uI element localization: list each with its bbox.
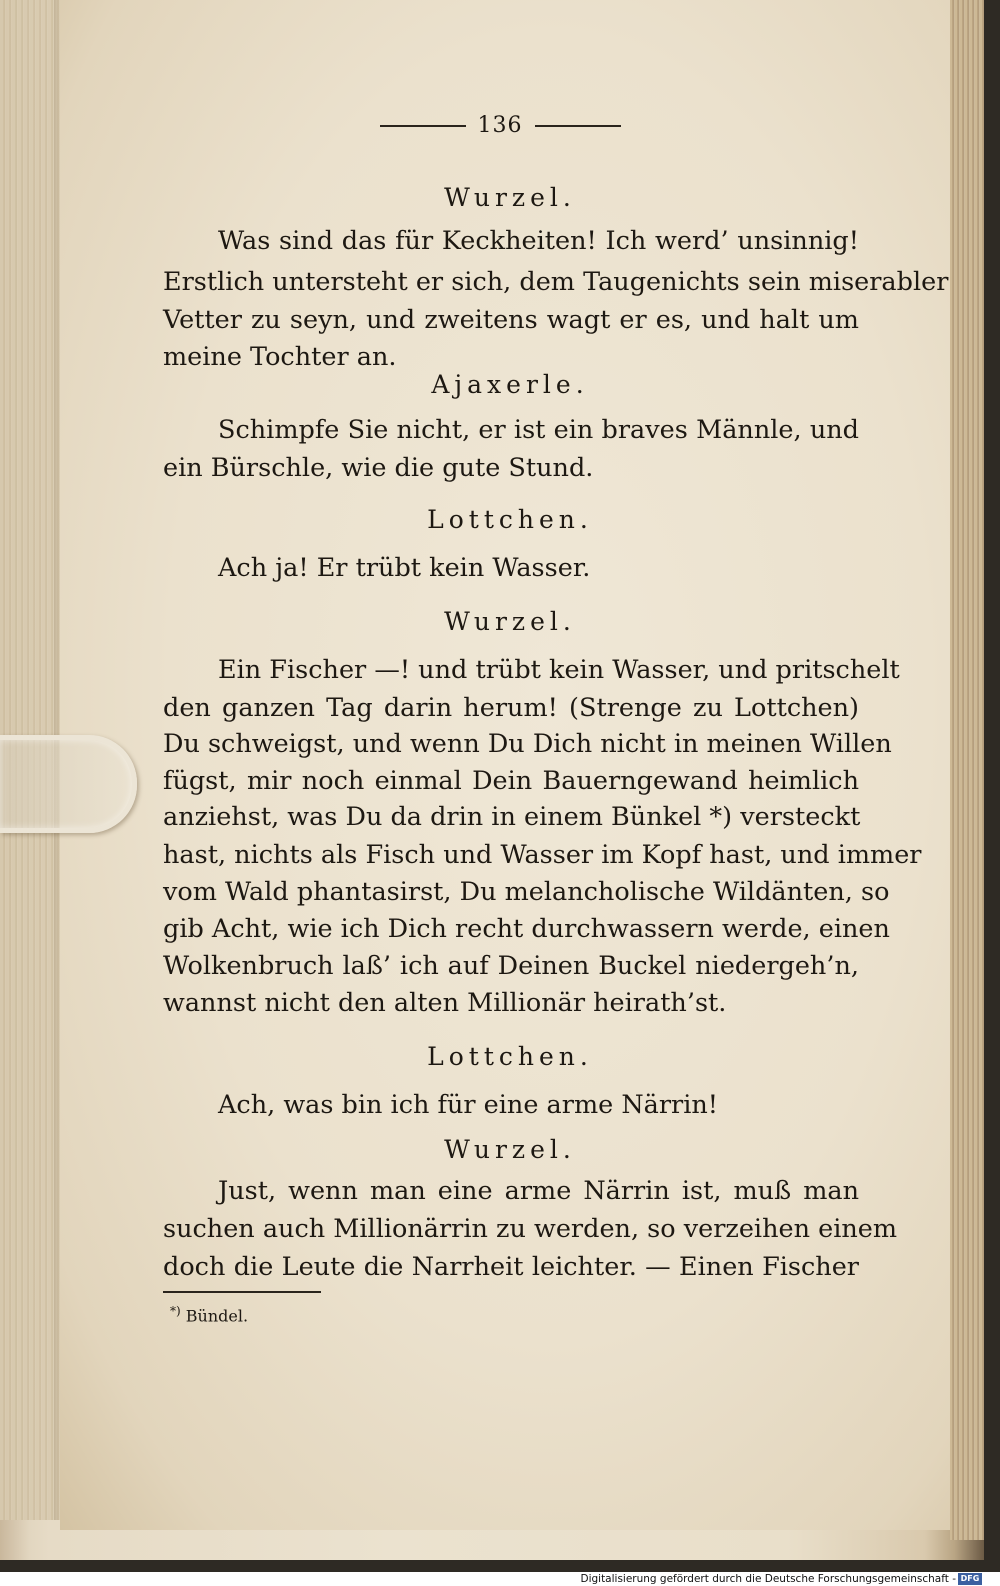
paper-clip (0, 735, 137, 833)
page-number-text: 136 (477, 113, 523, 138)
page-number (0, 113, 1000, 138)
footnote (170, 1304, 248, 1325)
text-line: Ach, was bin ich für eine arme Närrin! (218, 1090, 719, 1120)
text-line: vom Wald phantasirst, Du melancholische Wildänten, so (163, 877, 890, 907)
text-line: Ein Fischer —! und trübt kein Wasser, und pritschelt (218, 655, 900, 685)
text-line: hast, nichts als Fisch und Wasser im Kopf hast, und immer (163, 840, 922, 870)
speaker-name: Wurzel. (444, 1135, 576, 1164)
speaker-name: Ajaxerle. (431, 370, 589, 399)
page-number-rule-left (380, 125, 466, 127)
text-line: gib Acht, wie ich Dich recht durchwassern werde, einen (163, 914, 890, 944)
text-line: Schimpfe Sie nicht, er ist ein braves Männle, und (218, 415, 859, 445)
text-line: den ganzen Tag darin herum! (Strenge zu Lottchen) (163, 693, 859, 723)
text-line: Was sind das für Keckheiten! Ich werd’ unsinnig! (218, 226, 859, 256)
text-line: fügst, mir noch einmal Dein Bauerngewand heimlich (163, 766, 859, 796)
text-line: anziehst, was Du da drin in einem Bünkel *) versteckt (163, 802, 861, 832)
speaker-name: Lottchen. (427, 1042, 593, 1071)
text-line: Ach ja! Er trübt kein Wasser. (218, 553, 591, 583)
page-edges-right (950, 0, 984, 1540)
text-line: Du schweigst, und wenn Du Dich nicht in meinen Willen (163, 729, 892, 759)
text-line: Vetter zu seyn, und zweitens wagt er es, und halt um (163, 305, 859, 335)
text-line: suchen auch Millionärrin zu werden, so verzeihen einem (163, 1214, 898, 1244)
text-line: meine Tochter an. (163, 342, 397, 372)
text-line: ein Bürschle, wie die gute Stund. (163, 453, 594, 483)
speaker-name: Wurzel. (444, 607, 576, 636)
text-line: Just, wenn man eine arme Närrin ist, muß man (218, 1176, 859, 1206)
text-line: wannst nicht den alten Millionär heirath’st. (163, 988, 727, 1018)
credit-text: Digitalisierung gefördert durch die Deutsche Forschungsgemeinschaft - (580, 1573, 956, 1585)
speaker-name: Wurzel. (444, 183, 576, 212)
speaker-name: Lottchen. (427, 505, 593, 534)
text-line: Erstlich untersteht er sich, dem Taugenichts sein miserabler (163, 267, 949, 297)
text-line: Wolkenbruch laß’ ich auf Deinen Buckel niedergeh’n, (163, 951, 859, 981)
page-number-rule-right (535, 125, 621, 127)
dfg-logo: DFG (958, 1573, 982, 1585)
footnote-text: Bündel. (185, 1306, 249, 1326)
footnote-mark: *) (170, 1304, 181, 1318)
text-line: doch die Leute die Narrheit leichter. — Einen Fischer (163, 1252, 859, 1282)
footnote-rule (163, 1291, 321, 1293)
